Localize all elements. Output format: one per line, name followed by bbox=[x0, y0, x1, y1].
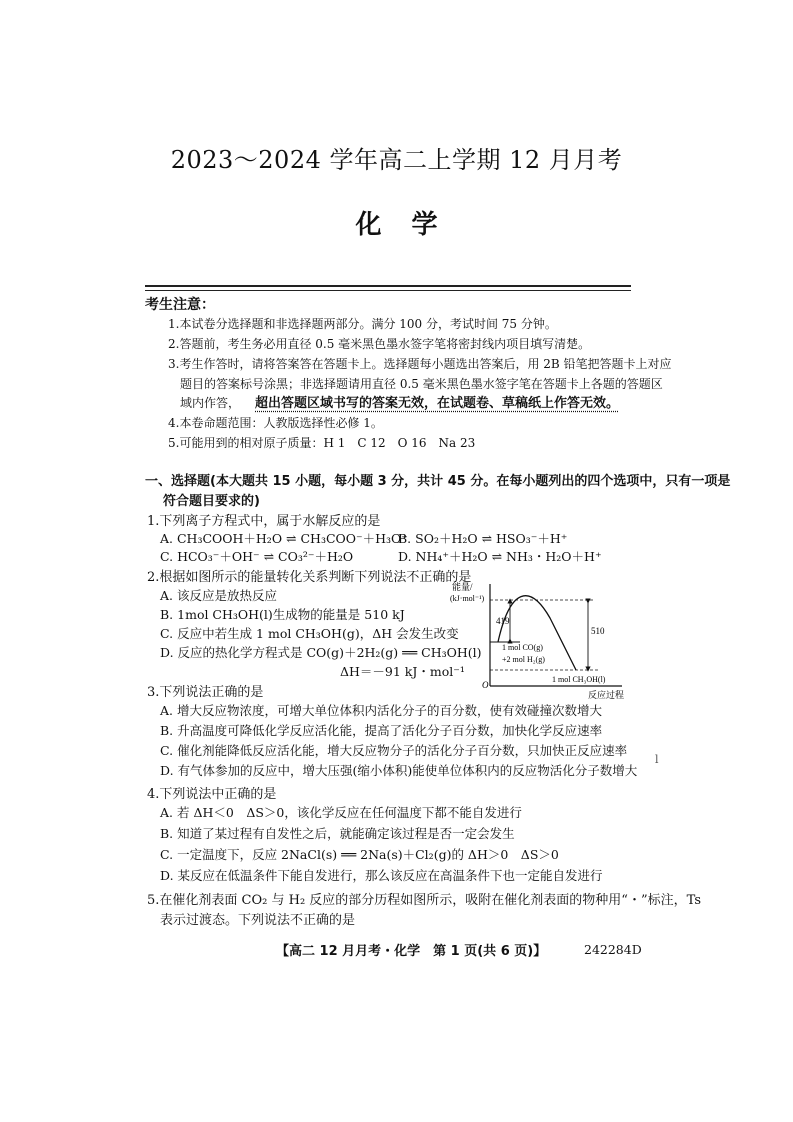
question-4-option-c: C. 一定温度下，反应 2NaCl(s) ══ 2Na(s)＋Cl₂(g)的 ΔH＞0 ΔS＞0 bbox=[160, 847, 559, 862]
x-axis-label: 反应过程 bbox=[588, 690, 625, 700]
notice-emphasis: 超出答题区域书写的答案无效，在试题卷、草稿纸上作答无效。 bbox=[255, 396, 620, 411]
question-1-option-d: D. NH₄⁺＋H₂O ⇌ NH₃・H₂O＋H⁺ bbox=[398, 549, 602, 564]
notice-line: 4.本卷命题范围：人教版选择性必修 1。 bbox=[168, 416, 383, 430]
question-2-option-c: C. 反应中若生成 1 mol CH₃OH(g)，ΔH 会发生改变 bbox=[160, 626, 459, 641]
notice-line: 5.可能用到的相对原子质量：H 1 C 12 O 16 Na 23 bbox=[168, 436, 476, 450]
question-5-stem-cont: 表示过渡态。下列说法不正确的是 bbox=[160, 913, 356, 928]
notice-line: 2.答题前，考生务必用直径 0.5 毫米黑色墨水签字笔将密封线内项目填写清楚。 bbox=[168, 337, 591, 351]
divider-thick bbox=[145, 285, 631, 287]
question-2-stem: 2.根据如图所示的能量转化关系判断下列说法不正确的是 bbox=[147, 570, 472, 585]
question-4-stem: 4.下列说法中正确的是 bbox=[147, 787, 277, 802]
question-4-option-b: B. 知道了某过程有自发性之后，就能确定该过程是否一定会发生 bbox=[160, 826, 515, 841]
question-1-option-c: C. HCO₃⁻＋OH⁻ ⇌ CO₃²⁻＋H₂O bbox=[160, 549, 354, 564]
question-1-option-b: B. SO₂＋H₂O ⇌ HSO₃⁻＋H⁺ bbox=[398, 531, 568, 546]
question-2-option-d-cont: ΔH＝－91 kJ・mol⁻¹ bbox=[340, 664, 465, 679]
notice-line: 1.本试卷分选择题和非选择题两部分。满分 100 分，考试时间 75 分钟。 bbox=[168, 317, 557, 331]
reactant-label: 1 mol CO(g) bbox=[502, 643, 543, 652]
reactant-label-cont: +2 mol H₂(g) bbox=[502, 655, 545, 664]
product-label: 1 mol CH₃OH(l) bbox=[552, 675, 606, 684]
question-2-option-d: D. 反应的热化学方程式是 CO(g)＋2H₂(g) ══ CH₃OH(l) bbox=[160, 645, 482, 660]
notice-line: 3.考生作答时，请将答案答在答题卡上。选择题每小题选出答案后，用 2B 铅笔把答题卡上对应 bbox=[168, 357, 672, 371]
divider-thin bbox=[145, 290, 631, 291]
origin-label: O bbox=[482, 680, 489, 690]
energy-diagram bbox=[450, 578, 635, 703]
question-3-option-d: D. 有气体参加的反应中，增大压强(缩小体积)能使单位体积内的反应物活化分子数增大 bbox=[160, 763, 638, 778]
question-2-option-b: B. 1mol CH₃OH(l)生成物的能量是 510 kJ bbox=[160, 607, 405, 622]
section-title-cont: 符合题目要求的) bbox=[163, 494, 260, 509]
question-2-option-a: A. 该反应是放热反应 bbox=[160, 588, 277, 603]
stray-mark: l bbox=[655, 753, 659, 766]
question-3-option-a: A. 增大反应物浓度，可增大单位体积内活化分子的百分数，使有效碰撞次数增大 bbox=[160, 703, 602, 718]
notice-line: 域内作答， bbox=[180, 396, 241, 410]
question-3-option-b: B. 升高温度可降低化学反应活化能，提高了活化分子百分数，加快化学反应速率 bbox=[160, 723, 603, 738]
paper-code: 242284D bbox=[584, 942, 642, 957]
y-axis-label: 能量/ bbox=[452, 582, 473, 592]
notice-heading: 考生注意： bbox=[145, 297, 215, 313]
question-4-option-d: D. 某反应在低温条件下能自发进行，那么该反应在高温条件下也一定能自发进行 bbox=[160, 868, 603, 883]
question-5-stem: 5.在催化剂表面 CO₂ 与 H₂ 反应的部分历程如图所示，吸附在催化剂表面的物种用“・”标注，Ts bbox=[147, 893, 701, 908]
label-510: 510 bbox=[591, 626, 605, 636]
exam-title: 2023～2024 学年高二上学期 12 月月考 bbox=[170, 146, 623, 174]
question-4-option-a: A. 若 ΔH＜0 ΔS＞0，该化学反应在任何温度下都不能自发进行 bbox=[160, 805, 522, 820]
section-title: 一、选择题(本大题共 15 小题，每小题 3 分，共计 45 分。在每小题列出的四个选项中，只有一项是 bbox=[145, 474, 731, 489]
question-3-stem: 3.下列说法正确的是 bbox=[147, 685, 264, 700]
page-footer: 【高二 12 月月考・化学 第 1 页(共 6 页)】 bbox=[276, 944, 547, 959]
question-1-option-a: A. CH₃COOH＋H₂O ⇌ CH₃COO⁻＋H₃O⁺ bbox=[160, 531, 408, 546]
subject-title: 化学 bbox=[355, 210, 468, 240]
question-1-stem: 1.下列离子方程式中，属于水解反应的是 bbox=[147, 514, 381, 529]
label-419: 419 bbox=[496, 616, 510, 626]
y-axis-unit: (kJ·mol⁻¹) bbox=[450, 594, 485, 603]
notice-line: 题目的答案标号涂黑；非选择题请用直径 0.5 毫米黑色墨水签字笔在答题卡上各题的答题区 bbox=[180, 377, 663, 391]
question-3-option-c: C. 催化剂能降低反应活化能，增大反应物分子的活化分子百分数，只加快正反应速率 bbox=[160, 743, 628, 758]
